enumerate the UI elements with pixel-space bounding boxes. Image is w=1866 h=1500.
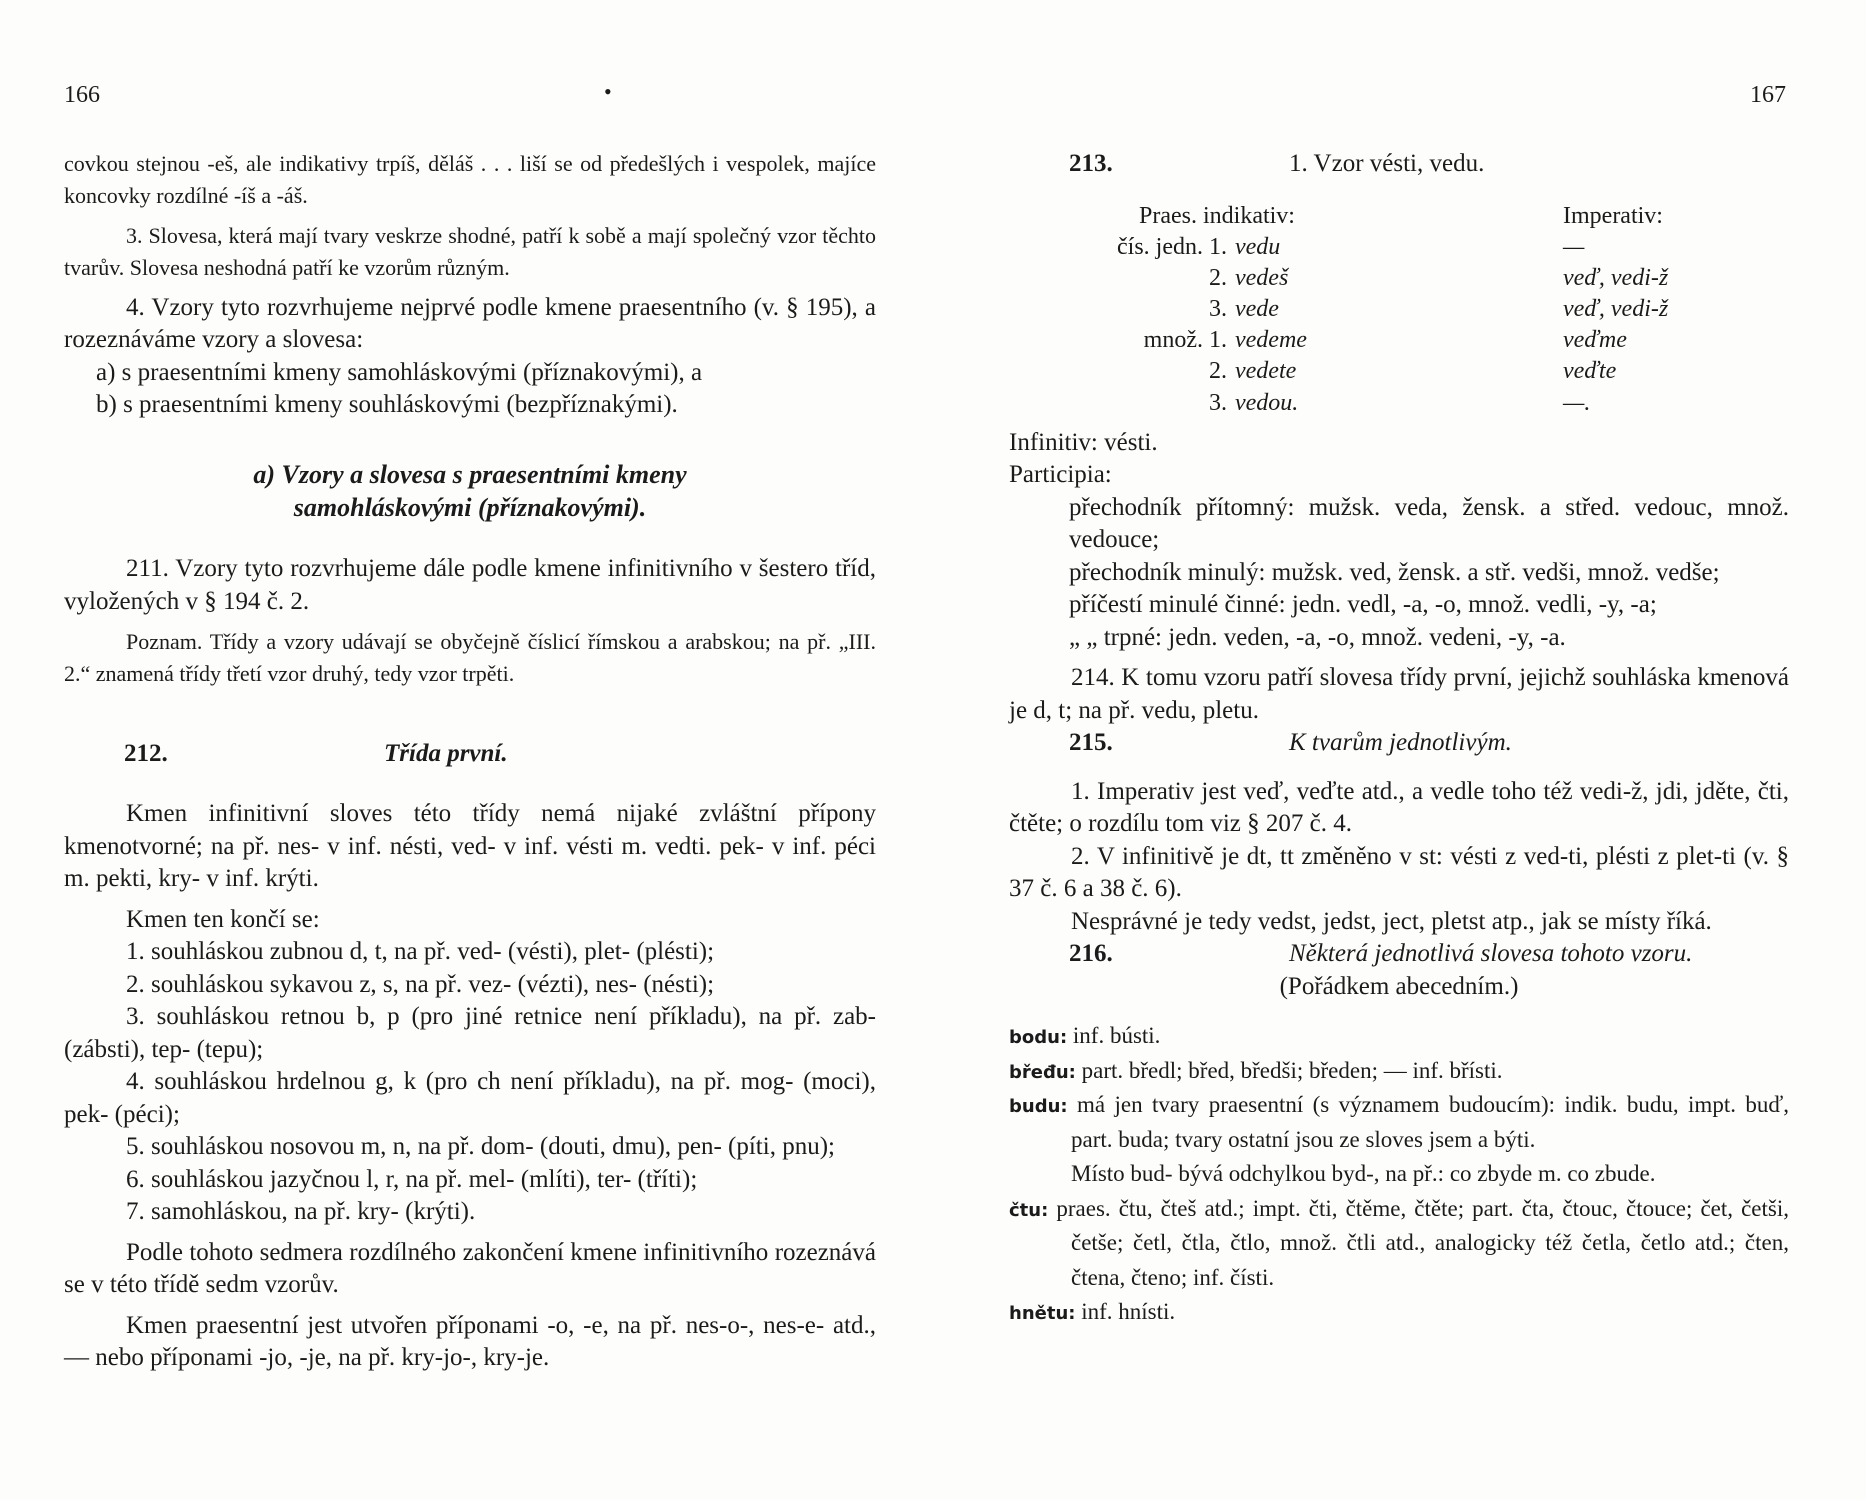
paradigm-row [1009,325,1787,356]
list-item: 6. souhláskou jazyčnou l, r, na př. mel- (mlíti), ter- (tříti); [126,1165,698,1193]
header-imperativ: Imperativ: [1563,202,1663,229]
participia-list [1009,492,1789,655]
entry-text: praes. čtu, čteš atd.; impt. čti, čtěme, čtěte; part. čta, čtouc, čtouce; čet, četši, četše; četl, čtla, čtlo, množ. čtli atd., analogicky též četla, četlo atd.; čten, čtena, čteno; inf. čísti. [1048,1195,1789,1290]
paradigm-row [1009,388,1787,419]
section-title: Některá jednotlivá slovesa tohoto vzoru. [1289,940,1693,968]
list-item: 7. samohláskou, na př. kry- (krýti). [126,1198,476,1226]
kmen-paragraph: Kmen infinitivní sloves této třídy nemá nijaké zvláštní přípony kmenotvorné; na př. nes- v inf. nésti, ved- v inf. vésti m. vedti. pek- v inf. péci m. pekti, kry- v inf. krýti. [64,800,876,893]
verb-entry [1009,1054,1789,1089]
entry-keyword: čtu: [1009,1199,1049,1221]
list-item: 3. souhláskou retnou b, p (pro jiné retnice není příkladu), na př. zab- (zábsti), tep- (tepu); [64,1003,876,1063]
entry-keyword: břeđu: [1009,1061,1076,1083]
participle-line: přechodník minulý: mužsk. ved, žensk. a stř. vedši, množ. vedše; [1069,558,1720,586]
paragraph-4: 4. Vzory tyto rozvrhujeme nejprvé podle kmene praesentního (v. § 195), a rozeznáváme vzory a slovesa: [64,293,876,354]
section-title: K tvarům jednotlivým. [1289,729,1512,757]
imperativ-form: veď, vedi-ž [1563,264,1669,291]
kmen-konci: Kmen ten končí se: [126,905,320,933]
section-title: 1. Vzor vésti, vedu. [1289,150,1485,177]
entry-text: inf. bústi. [1067,1023,1161,1049]
paradigm-table [1009,201,1787,419]
left-text-column [64,148,876,1375]
section-211: 211. Vzory tyto rozvrhujeme dále podle kmene infinitivního v šestero tříd, vyložených v § 194 č. 2. [64,555,876,615]
right-page [933,0,1866,1500]
indikativ-form: vedeme [1235,327,1307,354]
section-215-p1: 1. Imperativ jest veď, veďte atd., a vedle toho též vedi-ž, jdi, jděte, čti, čtěte; o rozdílu tom viz § 207 č. 4. [1009,777,1789,838]
paradigm-row [1009,263,1787,294]
list-item: 1. souhláskou zubnou d, t, na př. ved- (vésti), plet- (plésti); [126,938,715,966]
participia-label: Participia: [1009,461,1112,489]
podle-paragraph: Podle tohoto sedmera rozdílného zakončení kmene infinitivního rozeznává se v této třídě sedm vzorův. [64,1238,876,1299]
infinitiv-line: Infinitiv: vésti. [1009,428,1158,456]
row-label: množ. 1. [1143,327,1227,354]
indikativ-form: vedete [1235,358,1297,385]
verb-entry [1009,1088,1789,1157]
paradigm-row [1009,356,1787,387]
section-number: 212. [124,739,168,767]
subheading-line-1: a) Vzory a slovesa s praesentními kmeny [253,459,687,489]
verb-entries [1009,1019,1789,1330]
section-215-p2: 2. V infinitivě je dt, tt změněno v st: vésti z ved-ti, plésti z plet-ti (v. § 37 č. 6 a 38 č. 6). [1009,842,1789,903]
section-212-heading [64,738,876,771]
list-item: 5. souhláskou nosovou m, n, na př. dom- (douti, dmu), pen- (píti, pnu); [126,1133,835,1161]
page-number: 166 [64,82,100,108]
section-number: 215. [1069,729,1113,757]
section-214: 214. K tomu vzoru patří slovesa třídy první, jejichž souhláska kmenová je d, t; na př. vedu, pletu. [1009,664,1789,724]
intro-continuation: covkou stejnou -eš, ale indikativy trpíš, děláš . . . liší se od předešlých i vespolek, majíce koncovky rozdílné -íš a -áš. [64,151,876,208]
imperativ-form: —. [1563,389,1591,416]
row-label: čís. jedn. 1. [1117,233,1227,260]
imperativ-form: — [1563,233,1585,260]
right-text-column [1009,148,1789,1330]
row-label: 2. [1209,358,1227,385]
row-label: 3. [1209,296,1227,323]
entry-text: Místo bud- bývá odchylkou byd-, na př.: co zbyde m. co zbude. [1071,1161,1656,1187]
entry-keyword: budu: [1009,1096,1068,1118]
indikativ-form: vedou. [1235,389,1299,416]
section-215-p3: Nesprávné je tedy vedst, jedst, ject, pletst atp., jak se místy říká. [1071,907,1712,935]
participle-line: přechodník přítomný: mužsk. veda, žensk. a střed. vedouc, množ. vedouce; [1069,493,1789,554]
paradigm-row [1009,294,1787,325]
page-number: 167 [1750,82,1786,108]
item-a: a) s praesentními kmeny samohláskovými (příznakovými), a [96,358,703,386]
list-item: 2. souhláskou sykavou z, s, na př. vez- (vézti), nes- (nésti); [126,970,715,998]
kmen-praesentni: Kmen praesentní jest utvořen příponami -o, -e, na př. nes-o-, nes-e- atd., — nebo příponami -jo, -je, na př. kry-jo-, kry-je. [64,1311,876,1372]
subheading-line-2: samohláskovými (příznakovými). [293,493,647,523]
section-number: 213. [1069,150,1113,177]
row-label: 2. [1209,264,1227,291]
item-b: b) s praesentními kmeny souhláskovými (bezpříznakými). [96,391,678,419]
verb-entry [1009,1295,1789,1330]
entry-text: má jen tvary praesentní (s významem budoucím): indik. budu, impt. buď, part. buda; tvary ostatní jsou ze sloves jsem a býti. [1067,1092,1789,1152]
subheading [64,458,876,526]
section-title: Třída první. [384,739,508,767]
header-indikativ: Praes. indikativ: [1139,202,1295,229]
section-213-heading [1009,148,1789,181]
indikativ-form: vedeš [1235,264,1289,291]
section-216-subtitle: (Pořádkem abecedním.) [1279,972,1519,1000]
entry-text: part. bředl; břed, bředši; bředen; — inf. břísti. [1075,1057,1503,1083]
entry-keyword: bodu: [1009,1027,1068,1049]
participle-line: „ „ trpné: jedn. veden, -a, -o, množ. vedeni, -y, -a. [1069,623,1566,651]
verb-entry [1009,1192,1789,1296]
participle-line: příčestí minulé činné: jedn. vedl, -a, -o, množ. vedli, -y, -a; [1069,591,1657,619]
indikativ-form: vede [1235,296,1279,323]
imperativ-form: veďte [1563,358,1617,385]
section-216-heading [1009,938,1789,971]
section-number: 216. [1069,940,1113,968]
imperativ-form: veď, vedi-ž [1563,296,1669,323]
row-label: 3. [1209,389,1227,416]
print-mark: • [604,79,612,104]
paradigm-row [1009,232,1787,263]
imperativ-form: veďme [1563,327,1627,354]
paradigm-header [1009,201,1787,232]
paragraph-3: 3. Slovesa, která mají tvary veskrze shodné, patří k sobě a mají společný vzor těchto tvarův. Slovesa neshodná patří ke vzorům různým. [64,222,876,280]
entry-keyword: hnětu: [1009,1303,1076,1325]
verb-entry [1009,1157,1789,1192]
poznamka: Poznam. Třídy a vzory udávají se obyčejně číslicí římskou a arabskou; na př. „III. 2.“ znamená třídy třetí vzor druhý, tedy vzor trpěti. [64,629,876,687]
indikativ-form: vedu [1235,233,1281,260]
section-215-heading [1009,727,1789,760]
verb-entry [1009,1019,1789,1054]
stem-ending-list [64,936,876,1229]
list-item: 4. souhláskou hrdelnou g, k (pro ch není příkladu), na př. mog- (moci), pek- (péci); [64,1068,876,1128]
entry-text: inf. hnísti. [1075,1299,1176,1325]
